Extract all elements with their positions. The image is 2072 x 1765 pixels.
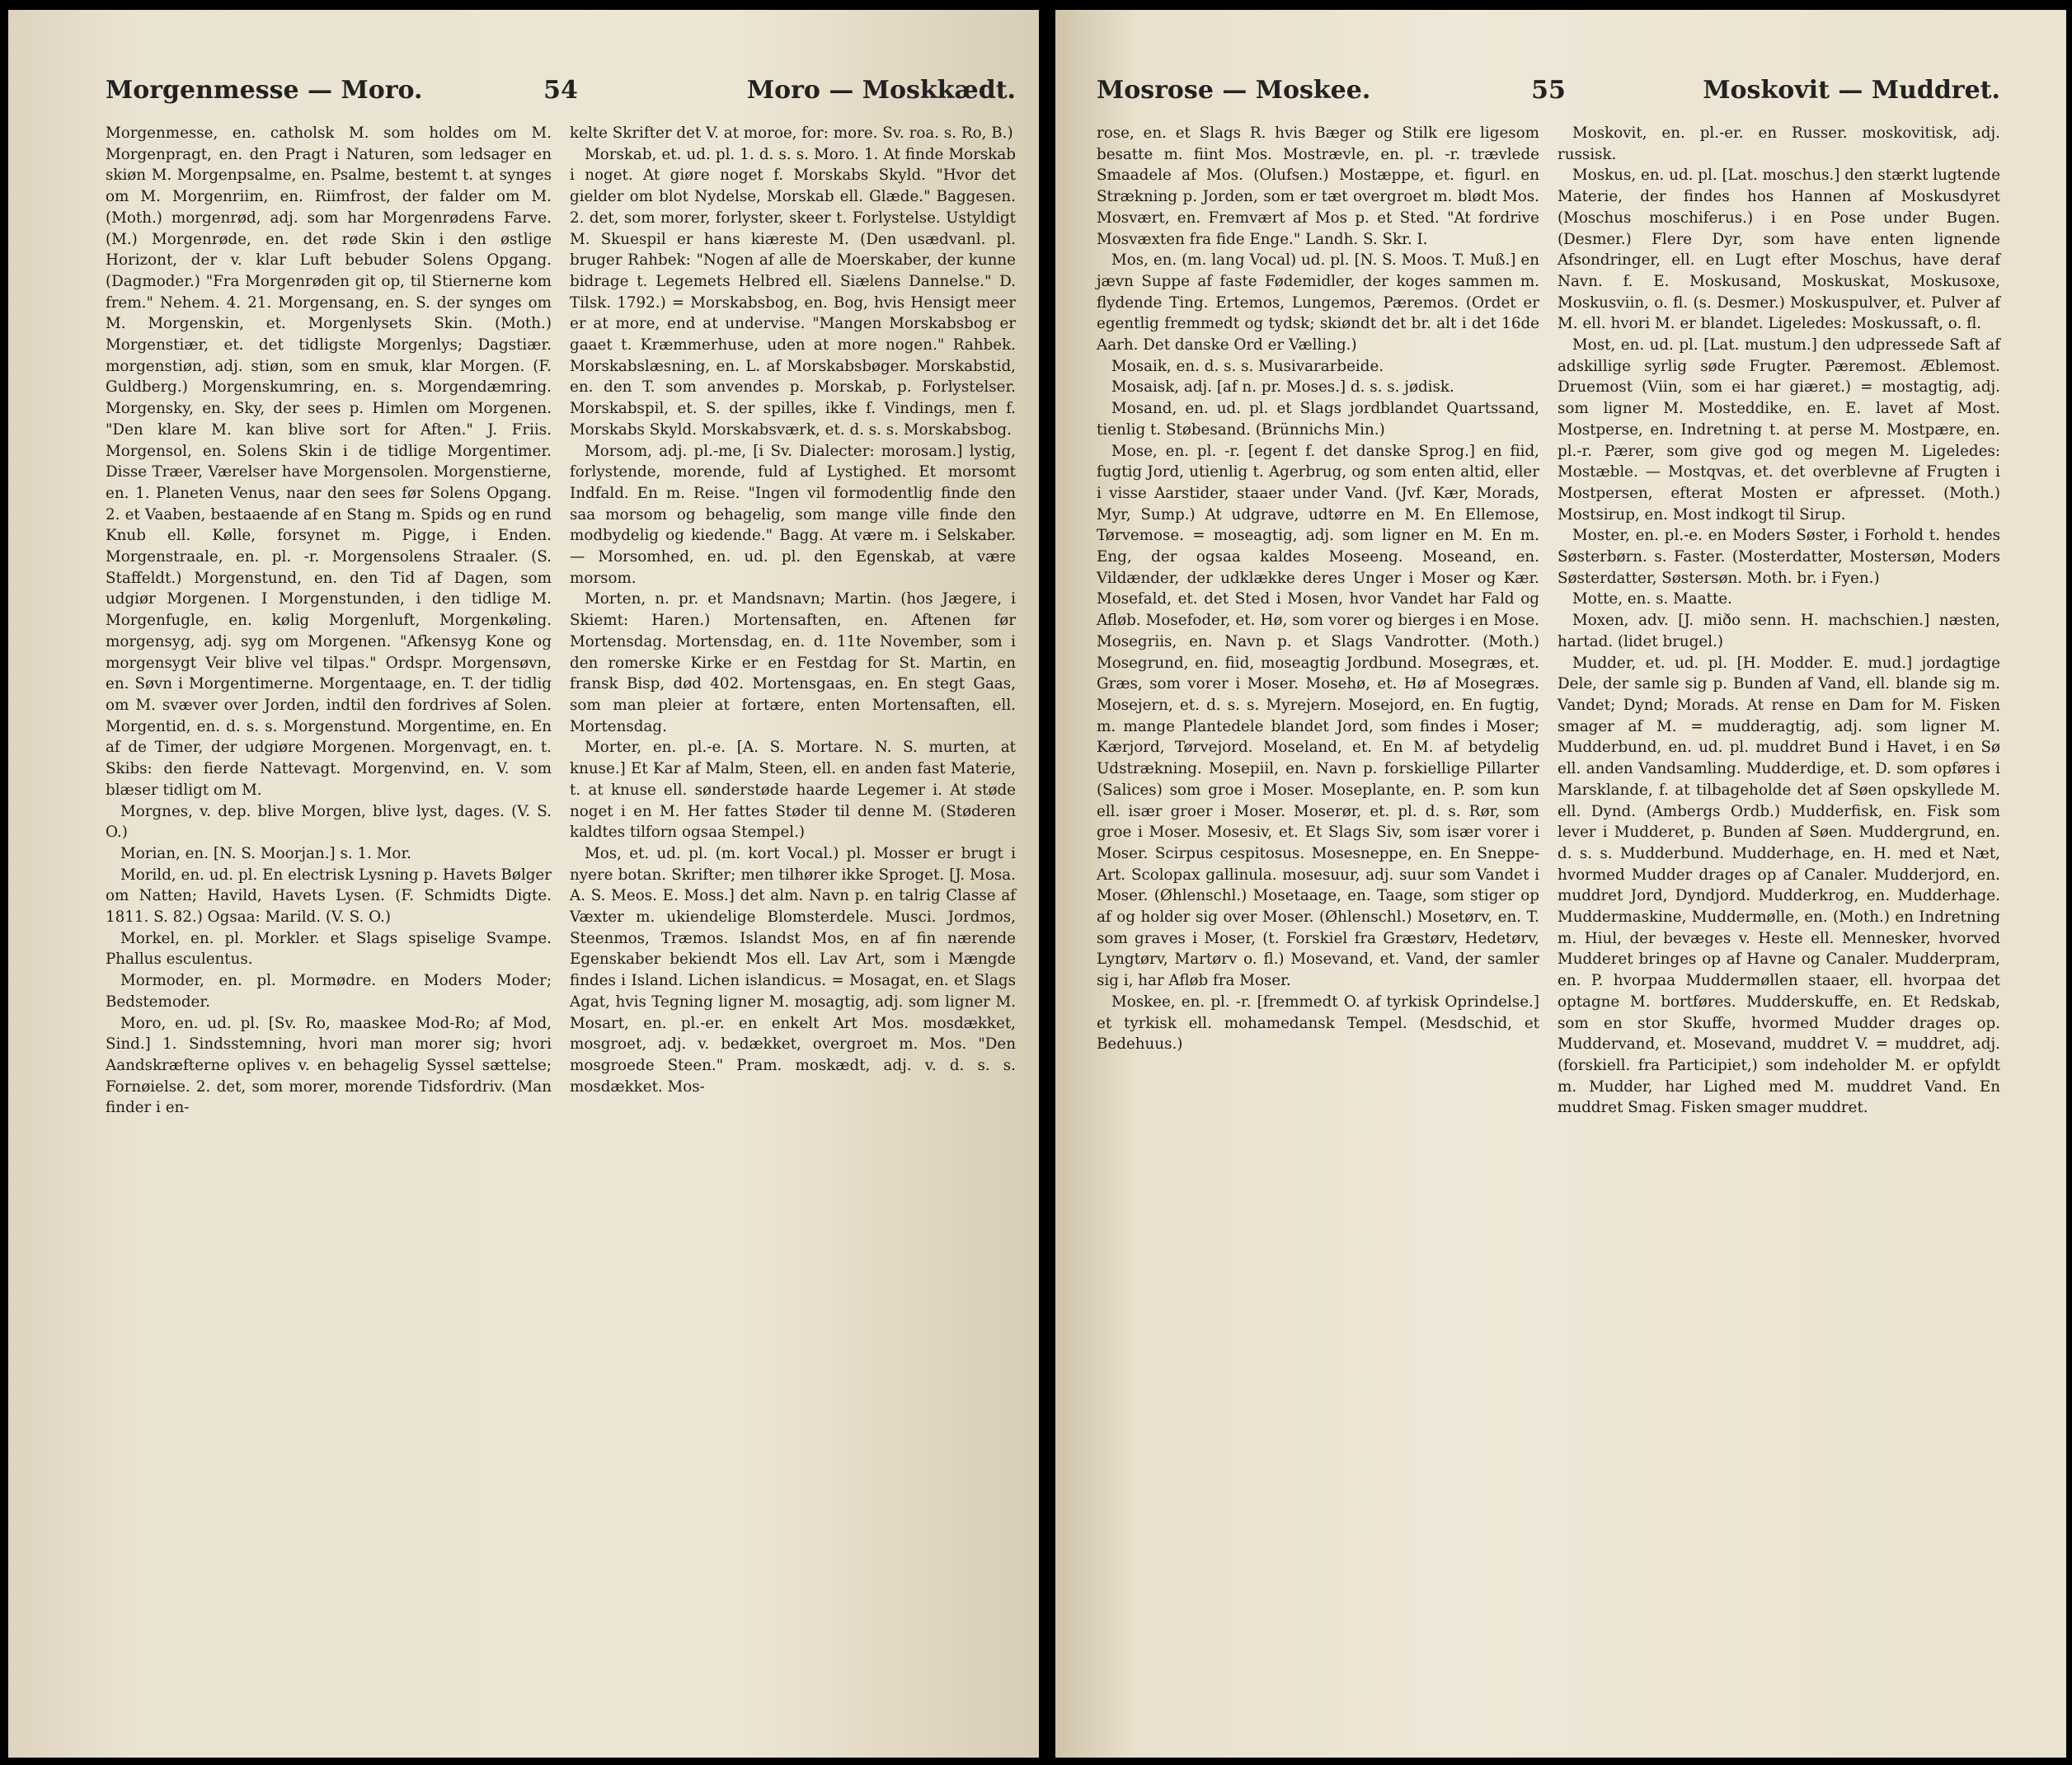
entry-paragraph: Mose, en. pl. -r. [egent f. det danske Sprog.] en fiid, fugtig Jord, utienlig t. Agerbrug, og som enten altid, eller i visse Aarstider, staaer under Vand. (Jvf. Kær, Morads, Myr, Sump.) At udgrave, udtørre en M. En Ellemose, Tørvemose. = moseagtig, adj. som ligner en M. En m. Eng, der ogsaa kaldes Moseeng. Moseand, en. Vildænder, der udklække deres Unger i Moser og Kær. Mosefald, et. det Sted i Mosen, hvor Vandet har Fald og Afløb. Mosefoder, et. Hø, som vorer og bierges i en Mose. Mosegriis, en. Navn p. et Slags Vandrotter. (Moth.) Mosegrund, en. fiid, moseagtig Jordbund. Mosegræs, et. Græs, som vorer i Moser. Mosehø, et. Hø af Mosegræs. Mosejern, et. d. s. s. Myrejern. Mosejord, en. En fugtig, m. mange Plantedele blandet Jord, som findes i Moser; Kærjord, Tørvejord. Moseland, et. En M. af betydelig Udstrækning. Mosepiil, en. Navn p. forskiellige Pillarter (Salices) som groe i Moser. Moseplante, en. P. som kun ell. især groer i Moser. Moserør, et. pl. d. s. Rør, som groe i Moser. Mosesiv, et. Et Slags Siv, som især vorer i Moser. Scirpus cespitosus. Mosesneppe, en. En Sneppe-Art. Scolopax gallinula. mosesuur, adj. suur som Vandet i Moser. (Øhlenschl.) Mosetaage, en. Taage, som stiger op af og holder sig over Moser. (Øhlenschl.) Mosetørv, en. T. som graves i Moser, (t. Forskiel fra Græstørv, Hedetørv, Lyngtørv, Martørv o. fl.) Mosevand, et. Vand, der samler sig i, har Afløb fra Moser.	[1097, 442, 1539, 990]
entry-paragraph: Morter, en. pl.-e. [A. S. Mortare. N. S. murten, at knuse.] Et Kar af Malm, Steen, ell. en anden fast Materie, t. at knuse ell. sønderstøde haarde Legemer i. At støde noget i en M. Her fattes Støder til denne M. (Støderen kaldtes tilforn ogsaa Stempel.)	[570, 739, 1016, 842]
entry-paragraph: Mos, en. (m. lang Vocal) ud. pl. [N. S. Moos. T. Muß.] en jævn Suppe af faste Fødemidler, der koges sammen m. flydende Ting. Ertemos, Lungemos, Pæremos. (Ordet er egentlig fremmedt og tydsk; skiøndt det br. alt i det 16de Aarh. Det danske Ord er Vælling.)	[1097, 251, 1539, 354]
entry-paragraph: kelte Skrifter det V. at moroe, for: more. Sv. roa. s. Ro, B.)	[570, 124, 1013, 142]
entry-paragraph: Morgenmesse, en. catholsk M. som holdes om M. Morgenpragt, en. den Pragt i Naturen, som ledsager en skiøn M. Morgenpsalme, en. Psalme, bestemt t. at synges om M. Morgenriim, en. Riimfrost, der falder om M. (Moth.) morgenrød, adj. som har Morgenrødens Farve. (M.) Morgenrøde, en. det røde Skin i den østlige Horizont, der v. klar Luft bebuder Solens Opgang. (Dagmoder.) "Fra Morgenrøden git op, til Stiernerne kom frem." Nehem. 4. 21. Morgensang, en. S. der synges om M. Morgenskin, et. Morgenlysets Skin. (Moth.) Morgenstiær, et. det tidligste Morgenlys; Dagstiær. morgenstiøn, adj. stiøn, som en smuk, klar Morgen. (F. Guldberg.) Morgenskumring, en. s. Morgendæmring. Morgensky, en. Sky, der sees p. Himlen om Morgenen. "Den klare M. kan blive sort for Aften." J. Friis. Morgensol, en. Solens Skin i de tidlige Morgentimer. Disse Træer, Værelser have Morgensolen. Morgenstierne, en. 1. Planeten Venus, naar den sees før Solens Opgang. 2. et Vaaben, bestaaende af en Stang m. Spids og en rund Knub ell. Kølle, forsynet m. Pigge, i Enden. Morgenstraale, en. pl. -r. Morgensolens Straaler. (S. Staffeldt.) Morgenstund, en. den Tid af Dagen, som udgiør Morgenen. I Morgenstunden, i den tidlige M. Morgenfugle, en. kølig Morgenluft, Morgenkøling. morgensyg, adj. syg om Morgenen. "Afkensyg Kone og morgensygt Veir blive vel tilpas." Ordspr. Morgensøvn, en. Søvn i Morgentimerne. Morgentaage, en. T. der tidlig om M. svæver over Jorden, indtil den fordrives af Solen. Morgentid, en. d. s. s. Morgenstund. Morgentime, en. En af de Timer, der udgiøre Morgenen. Morgenvagt, en. t. Skibs: den fierde Nattevagt. Morgenvind, en. V. som blæser tidligt om M.	[106, 124, 552, 799]
entry-paragraph: Moro, en. ud. pl. [Sv. Ro, maaskee Mod-Ro; af Mod, Sind.] 1. Sindsstemning, hvori man morer sig; hvori Aandskræfterne oplives v. en behagelig Syssel sættelse; Fornøielse. 2. det, som morer, morende Tidsfordriv. (Man finder i en-	[106, 1014, 552, 1117]
running-header	[1097, 76, 2000, 105]
entry-paragraph: Motte, en. s. Maatte.	[1572, 590, 1732, 608]
entry-paragraph: Morskab, et. ud. pl. 1. d. s. s. Moro. 1. At finde Morskab i noget. At giøre noget f. Morskabs Skyld. "Hvor det gielder om blot Nydelse, Morskab ell. Glæde." Baggesen. 2. det, som morer, forlyster, skeer t. Forlystelse. Ustyldigt M. Skuespil er hans kiæreste M. (Den usædvanl. pl. bruger Rahbek: "Nogen af alle de Moerskaber, der kunne bidrage t. Legemets Helbred ell. Siælens Dannelse." D. Tilsk. 1792.) = Morskabsbog, en. Bog, hvis Hensigt meer er at more, end at undervise. "Mangen Morskabsbog er gaaet t. Kræmmerhuse, uden at more nogen." Rahbek. Morskabslæsning, en. L. af Morskabsbøger. Morskabstid, en. den T. som anvendes p. Morskab, p. Forlystelser. Morskabspil, et. S. der spilles, ikke f. Vindings, men f. Morskabs Skyld. Morskabsværk, et. d. s. s. Morskabsbog.	[570, 145, 1016, 439]
entry-paragraph: Mosand, en. ud. pl. et Slags jordblandet Quartssand, tienlig t. Støbesand. (Brünnichs Min.)	[1097, 400, 1539, 439]
entry-paragraph: Mosaisk, adj. [af n. pr. Moses.] d. s. s. jødisk.	[1111, 378, 1454, 397]
entry-paragraph: Morgnes, v. dep. blive Morgen, blive lyst, dages. (V. S. O.)	[106, 802, 552, 842]
entry-paragraph: Mosaik, en. d. s. s. Musivararbeide.	[1111, 357, 1384, 375]
left-page	[8, 10, 1039, 1758]
entry-paragraph: Mormoder, en. pl. Mormødre. en Moders Moder; Bedstemoder.	[106, 972, 552, 1011]
entry-paragraph: Morsom, adj. pl.-me, [i Sv. Dialecter: morosam.] lystig, forlystende, morende, fuld af Lystighed. Et morsomt Indfald. En m. Reise. "Ingen vil formodentlig finde den saa morsom og behagelig, som mange ville finde den modbydelig og kiedende." Bagg. At være m. i Selskaber. — Morsomhed, en. ud. pl. den Egenskab, at være morsom.	[570, 442, 1016, 587]
entry-paragraph: Moskee, en. pl. -r. [fremmedt O. af tyrkisk Oprindelse.] et tyrkisk ell. mohamedansk Tempel. (Mesdschid, et Bedehuus.)	[1097, 993, 1539, 1054]
entry-paragraph: Moskovit, en. pl.-er. en Russer. moskovitisk, adj. russisk.	[1558, 124, 2000, 163]
running-header	[106, 76, 1016, 105]
entry-paragraph: rose, en. et Slags R. hvis Bæger og Stilk ere ligesom besatte m. fiint Mos. Mostrævle, en. pl. -r. trævlede Smaadele af Mos. (Olufsen.) Mostæppe, et. figurl. en Strækning p. Jorden, som er tæt overgroet m. blødt Mos. Mosvært, en. Fremvært af Mos p. et Sted. "At fordrive Mosvæxten fra fide Enge." Landh. S. Skr. I.	[1097, 124, 1539, 248]
entry-paragraph: Moskus, en. ud. pl. [Lat. moschus.] den stærkt lugtende Materie, der findes hos Hannen af Moskusdyret (Moschus moschiferus.) i en Pose under Bugen. (Desmer.) Flere Dyr, som have enten lignende Afsondringer, ell. en Lugt efter Moschus, have deraf Navn. f. E. Moskusand, Moskuskat, Moskusoxe, Moskusviin, o. fl. (s. Desmer.) Moskuspulver, et. Pulver af M. ell. hvori M. er blandet. Ligeledes: Moskussaft, o. fl.	[1558, 167, 2001, 333]
entry-paragraph: Morian, en. [N. S. Moorjan.] s. 1. Mor.	[120, 844, 411, 862]
entry-paragraph: Morild, en. ud. pl. En electrisk Lysning p. Havets Bølger om Natten; Havild, Havets Lysen. (F. Schmidts Digte. 1811. S. 82.) Ogsaa: Marild. (V. S. O.)	[106, 866, 552, 927]
entry-paragraph: Most, en. ud. pl. [Lat. mustum.] den udpressede Saft af adskillige syrlig søde Frugter. Pæremost. Æblemost. Druemost (Viin, som ei har giæret.) = mostagtig, adj. som ligner M. Mosteddike, en. E. lavet af Most. Mostperse, en. Indretning t. at perse M. Mostpære, en. pl.-r. Pærer, som give god og megen M. Ligeledes: Mostæble. — Mostqvas, et. det overblevne af Frugten i Mostpersen, efterat Mosten er afpresset. (Moth.) Mostsirup, en. Most indkogt til Sirup.	[1558, 336, 2000, 523]
text-column-1	[1097, 123, 1539, 1119]
page-number: 55	[1531, 76, 1566, 105]
entry-paragraph: Morkel, en. pl. Morkler. et Slags spiselige Svampe. Phallus esculentus.	[106, 929, 552, 969]
entry-paragraph: Moxen, adv. [J. miðo senn. H. machschien.] næsten, hartad. (lidet brugel.)	[1558, 612, 2000, 650]
entry-paragraph: Moster, en. pl.-e. en Moders Søster, i Forhold t. hendes Søsterbørn. s. Faster. (Mosterdatter, Mostersøn, Moders Søsterdatter, Søstersøn. Moth. br. i Fyen.)	[1558, 527, 2000, 587]
text-column-1	[106, 123, 552, 1119]
text-column-2	[570, 123, 1016, 1119]
entry-paragraph: Mos, et. ud. pl. (m. kort Vocal.) pl. Mosser er brugt i nyere botan. Skrifter; men tilhører ikke Sproget. [J. Mosa. A. S. Meos. E. Moss.] det alm. Navn p. en talrig Classe af Væxter m. ukiendelige Blomsterdele. Musci. Jordmos, Steenmos, Træmos. Islandst Mos, en af fin nærende Egenskaber bekiendt Mos ell. Lav Art, som i Mængde findes i Island. Lichen islandicus. = Mosagat, en. et Slags Agat, hvis Tegning ligner M. mosagtig, adj. som ligner M. Mosart, en. pl.-er. en enkelt Art Mos. mosdækket, mosgroet, adj. v. bedækket, overgroet m. Mos. "Den mosgroede Steen." Pram. moskædt, adj. v. d. s. s. mosdækket. Mos-	[570, 844, 1016, 1096]
entry-paragraph: Mudder, et. ud. pl. [H. Modder. E. mud.] jordagtige Dele, der samle sig p. Bunden af Vand, ell. blande sig m. Vandet; Dynd; Morads. At rense en Dam for M. Fisken smager af M. = mudderagtig, adj. som ligner M. Mudderbund, en. ud. pl. muddret Bund i Havet, i en Sø ell. anden Vandsamling. Mudderdige, et. D. som opføres i Marsklande, f. at tilbageholde det af Søen opskyllede M. ell. Dynd. (Ambergs Ordb.) Mudderfisk, en. Fisk som lever i Mudderet, p. Bunden af Søen. Muddergrund, en. d. s. s. Mudderbund. Mudderhage, en. H. med et Næt, hvormed Mudder drages op af Canaler. Mudderjord, en. muddret Jord, Dyndjord. Mudderkrog, en. Mudderhage. Muddermaskine, Muddermølle, en. (Moth.) en Indretning m. Hiul, der bevæges v. Heste ell. Mennesker, hvorved Mudderet bringes op af Havne og Canaler. Mudderpram, en. P. hvorpaa Muddermøllen staaer, ell. hvorpaa det optagne M. bortføres. Mudderskuffe, en. Et Redskab, som en stor Skuffe, hvormed Mudder drages op. Muddervand, et. Mosevand, muddret V. = muddret, adj. (forskiell. fra Participiet,) som indeholder M. er opfyldt m. Mudder, har Lighed med M. muddret Vand. En muddret Smag. Fisken smager muddret.	[1558, 654, 2000, 1117]
text-column-2	[1558, 123, 2000, 1119]
right-page	[1055, 10, 2066, 1758]
entry-paragraph: Morten, n. pr. et Mandsnavn; Martin. (hos Jægere, i Skiemt: Haren.) Mortensaften, en. Aftenen før Mortensdag. Mortensdag, en. d. 11te November, som i den romerske Kirke er en Festdag for St. Martin, en fransk Bisp, død 402. Mortensgaas, en. En stegt Gaas, som man pleier at fortære, enten Mortensaften, ell. Mortensdag.	[570, 590, 1016, 735]
header-left: Morgenmesse — Moro.	[106, 76, 423, 105]
page-number: 54	[543, 76, 578, 105]
header-left: Mosrose — Moskee.	[1097, 76, 1371, 105]
header-right: Moskovit — Muddret.	[1703, 76, 2000, 105]
header-right: Moro — Moskkædt.	[746, 76, 1016, 105]
